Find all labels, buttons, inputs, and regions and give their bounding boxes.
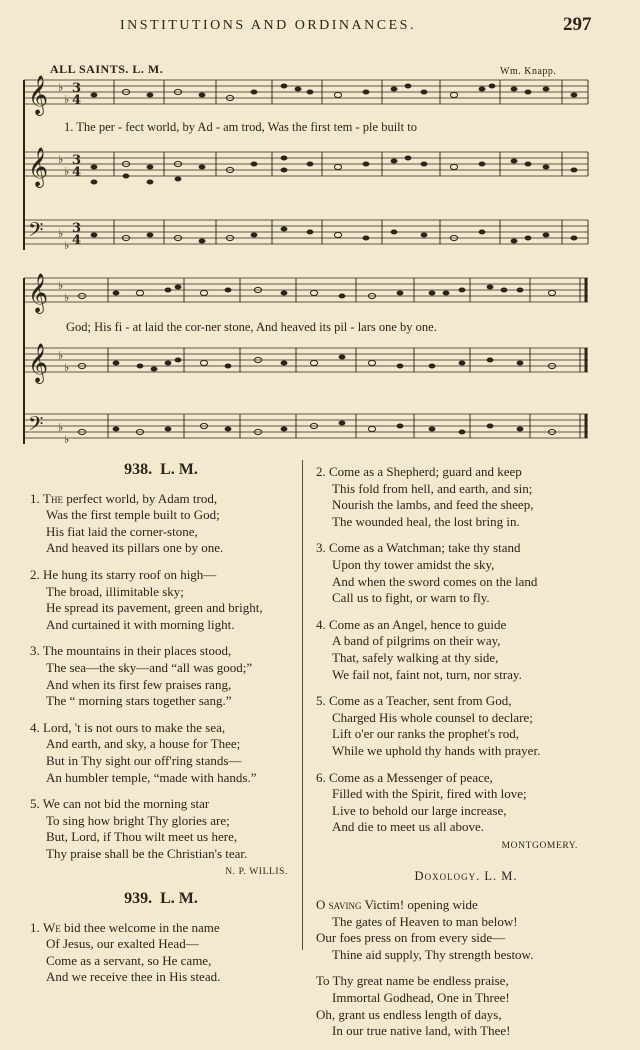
running-title: INSTITUTIONS AND ORDINANCES. bbox=[120, 18, 416, 33]
flat-icon: ♭ bbox=[58, 81, 64, 94]
hymn-939-stanza-4: 4. Come as an Angel, hence to guide A band of pilgrims on their way, That, safely walking at thy side, We fail not, faint not, turn, nor stray. bbox=[316, 616, 522, 682]
hymn-939-stanza-1: 1. We bid thee welcome in the name Of Jesus, our exalted Head— Come as a servant, so He came, And we receive thee in His stead. bbox=[30, 919, 221, 985]
flat-icon: ♭ bbox=[64, 239, 70, 252]
svg-text:4: 4 bbox=[72, 233, 82, 248]
doxology-verse-2: To Thy great name be endless praise, Immortal Godhead, One in Three! Oh, grant us endless length of days, In our true native land, with Thee! bbox=[316, 973, 511, 1039]
music-system-2 bbox=[22, 272, 590, 448]
flat-icon: ♭ bbox=[58, 279, 64, 292]
time-signature: 3 bbox=[72, 221, 82, 236]
lyric-line-1: 1. The per - fect world, by Ad - am trod, Was the first tem - ple built to bbox=[64, 120, 417, 134]
hymn-938-stanza-2: 2. He hung its starry roof on high— The broad, illimitable sky; He spread its pavement, green and bright, And curtained it with morning light. bbox=[30, 566, 263, 632]
score-system-1 bbox=[22, 72, 590, 254]
hymn-939-stanza-6: 6. Come as a Messenger of peace, Filled with the Spirit, fired with love; Live to behold our large increase, And die to meet us all above. bbox=[316, 769, 527, 835]
time-signature: 3 bbox=[72, 153, 82, 168]
time-signature: 3 bbox=[72, 81, 82, 96]
tune-name: ALL SAINTS. L. M. bbox=[50, 62, 164, 76]
hymn-939-stanza-5: 5. Come as a Teacher, sent from God, Charged His whole counsel to declare; Lift o'er our ranks the prophet's rod, While we uphold thy hands with prayer. bbox=[316, 693, 541, 758]
flat-icon: ♭ bbox=[64, 165, 70, 178]
hymn-938-stanza-5: 5. We can not bid the morning star To sing how bright Thy glories are; But, Lord, if Thou wilt meet us here, Thy praise shall be the Christian's tear. bbox=[30, 796, 248, 861]
flat-icon: ♭ bbox=[64, 93, 70, 106]
score-system-2 bbox=[22, 272, 590, 448]
hymn-939-stanza-2: 2. Come as a Shepherd; guard and keep This fold from hell, and earth, and sin; Nourish the lambs, and feed the sheep, The wounded heal, the lost bring in. bbox=[316, 464, 534, 529]
staff-treble-2 bbox=[24, 152, 588, 176]
svg-text:4: 4 bbox=[72, 165, 82, 180]
flat-icon: ♭ bbox=[58, 349, 64, 362]
svg-text:4: 4 bbox=[72, 93, 82, 108]
page-number: 297 bbox=[563, 14, 592, 35]
bass-clef-icon: 𝄢 bbox=[28, 412, 44, 440]
treble-clef-icon: 𝄞 bbox=[28, 75, 49, 115]
lyric-line-2: God; His fi - at laid the cor-ner stone, And heaved its pil - lars one by one. bbox=[66, 320, 437, 334]
treble-clef-icon: 𝄞 bbox=[28, 343, 49, 383]
bass-clef-icon: 𝄢 bbox=[28, 218, 44, 246]
hymn-939-stanza-3: 3. Come as a Watchman; take thy stand Upon thy tower amidst the sky, And when the sword comes on the land Call us to fight, or warn to fly. bbox=[316, 540, 538, 606]
flat-icon: ♭ bbox=[58, 421, 64, 434]
flat-icon: ♭ bbox=[58, 153, 64, 166]
staff-bass bbox=[24, 414, 588, 438]
doxology-heading: Doxology. L. M. bbox=[414, 869, 518, 884]
flat-icon: ♭ bbox=[58, 227, 64, 240]
author-willis: N. P. WILLIS. bbox=[225, 867, 288, 878]
hymn-939-heading: 939. L. M. bbox=[124, 890, 198, 908]
doxology-verse-1: O saving Victim! opening wide The gates of Heaven to man below! Our foes press on from every side— Thine aid supply, Thy strength bestow. bbox=[316, 897, 534, 962]
column-divider bbox=[302, 460, 303, 950]
treble-clef-icon: 𝄞 bbox=[28, 273, 49, 313]
staff-treble-2 bbox=[24, 348, 588, 372]
author-montgomery: MONTGOMERY. bbox=[501, 840, 578, 851]
staff-treble-1 bbox=[24, 80, 588, 104]
composer: Wm. Knapp. bbox=[500, 66, 557, 77]
left-column bbox=[30, 462, 292, 996]
hymn-938-stanza-4: 4. Lord, 't is not ours to make the sea, And earth, and sky, a house for Thee; But in Thy sight our off'ring stands— An humbler temple, “made with hands.” bbox=[30, 719, 257, 785]
flat-icon: ♭ bbox=[64, 433, 70, 446]
treble-clef-icon: 𝄞 bbox=[28, 147, 49, 187]
notes-system-2 bbox=[78, 285, 555, 435]
hymn-938-stanza-1: 1. The perfect world, by Adam trod, Was the first temple built to God; His fiat laid the corner-stone, And heaved its pillars one by one. bbox=[30, 490, 224, 556]
flat-icon: ♭ bbox=[64, 291, 70, 304]
page-header bbox=[0, 14, 640, 44]
right-column bbox=[316, 464, 616, 1050]
music-system-1 bbox=[22, 72, 590, 254]
hymn-938-heading: 938. L. M. bbox=[124, 461, 198, 478]
flat-icon: ♭ bbox=[64, 361, 70, 374]
staff-bass bbox=[24, 220, 588, 244]
hymn-938-stanza-3: 3. The mountains in their places stood, The sea—the sky—and “all was good;” And when its first few praises rang, The “ morning stars together sang.” bbox=[30, 643, 253, 709]
